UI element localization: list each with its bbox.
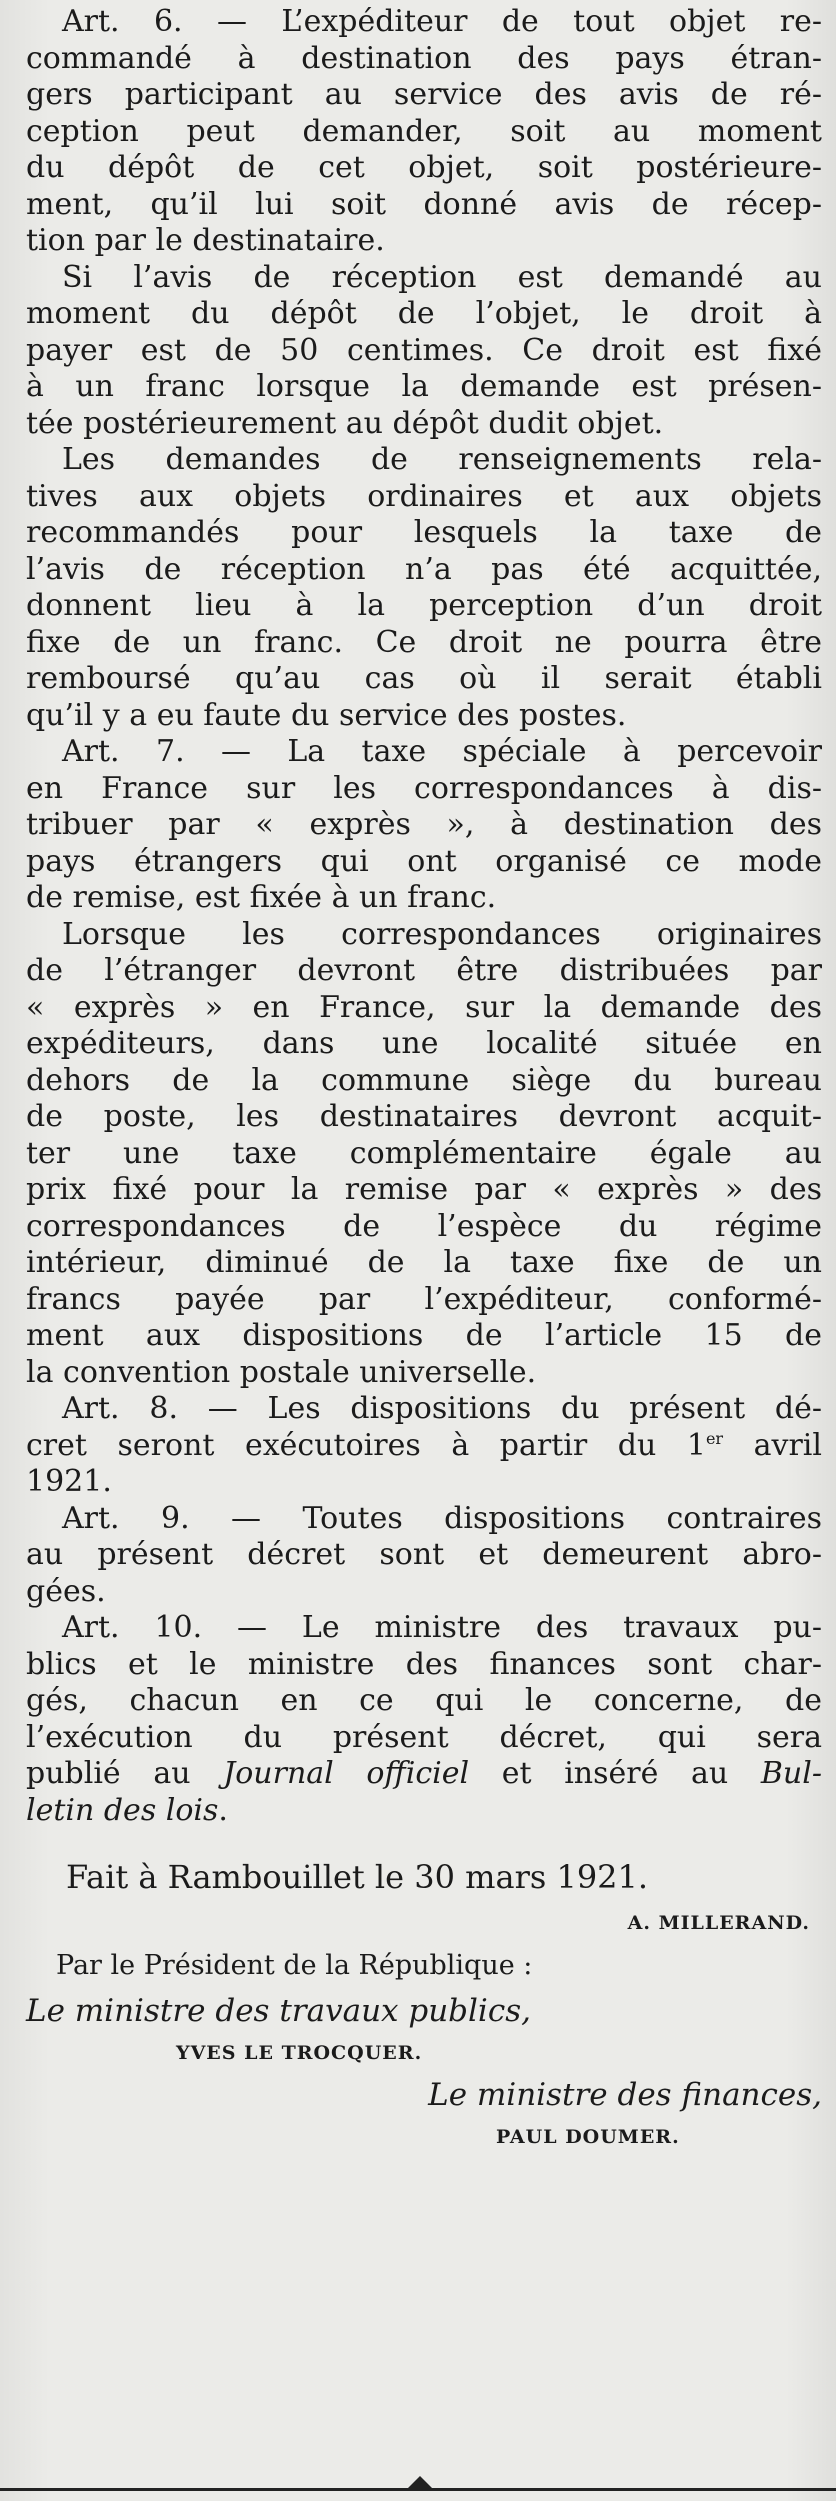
- text-line: l’exécution du présent décret, qui sera: [26, 1719, 822, 1755]
- bottom-rule: [0, 2488, 836, 2491]
- text-line: Lorsque les correspondances originaires: [62, 916, 822, 952]
- signatory-name: A. MILLERAND.: [627, 1912, 810, 1934]
- text-line: ception peut demander, soit au moment: [26, 113, 822, 149]
- par-le-president: Par le Président de la République :: [56, 1950, 533, 1981]
- text-fragment: cret seront exécutoires à partir du 1: [26, 1427, 706, 1463]
- text-line: tives aux objets ordinaires et aux objets: [26, 478, 822, 514]
- closing-block: [26, 1851, 822, 2157]
- text-line: Art. 6. — L’expéditeur de tout objet re-: [62, 4, 822, 39]
- text-fragment: avril: [723, 1427, 822, 1463]
- minister-finances-name: PAUL DOUMER.: [496, 2126, 680, 2148]
- text-line: Art. 10. — Le ministre des travaux pu-: [62, 1610, 822, 1645]
- text-fragment: publié au: [26, 1756, 224, 1791]
- text-line: de poste, les destinataires devront acquit-: [26, 1099, 822, 1134]
- text-line: tée postérieurement au dépôt dudit objet.: [26, 405, 664, 441]
- text-fragment: .: [218, 1792, 228, 1828]
- minister-travaux-name: YVES LE TROCQUER.: [176, 2042, 423, 2064]
- text-line: tribuer par « exprès », à destination des: [26, 807, 822, 842]
- text-line: du dépôt de cet objet, soit postérieure-: [26, 150, 822, 185]
- text-line: Art. 8. — Les dispositions du présent dé-: [62, 1391, 822, 1426]
- article-10: [26, 1610, 822, 1829]
- bulletin-title-start: Bul-: [760, 1756, 822, 1791]
- text-line: Si l’avis de réception est demandé au: [62, 259, 822, 295]
- text-line: [26, 1428, 822, 1465]
- text-line: ment aux dispositions de l’article 15 de: [26, 1318, 822, 1353]
- ornament-mark: [408, 2476, 432, 2488]
- article-9: [26, 1501, 822, 1611]
- journal-title: Journal officiel: [223, 1756, 470, 1791]
- text-line: gés, chacun en ce qui le concerne, de: [26, 1683, 822, 1718]
- article-8: [26, 1391, 822, 1501]
- text-line: francs payée par l’expéditeur, conformé-: [26, 1281, 822, 1317]
- text-line: [26, 1793, 822, 1830]
- article-6: [26, 4, 822, 734]
- text-line: Art. 7. — La taxe spéciale à percevoir: [62, 734, 822, 769]
- spacer: [26, 1829, 822, 1851]
- decree-text-column: [26, 4, 822, 2157]
- text-line: payer est de 50 centimes. Ce droit est fixé: [26, 332, 822, 368]
- text-line: 1921.: [26, 1464, 112, 1499]
- minister-travaux-title: Le ministre des travaux publics,: [26, 1993, 531, 2029]
- text-line: « exprès » en France, sur la demande des: [26, 989, 822, 1025]
- text-line: la convention postale universelle.: [26, 1354, 537, 1390]
- text-line: commandé à destination des pays étran-: [26, 40, 822, 76]
- text-line: ment, qu’il lui soit donné avis de récep-: [26, 186, 822, 222]
- text-fragment: et inséré au: [469, 1756, 761, 1791]
- text-line: dehors de la commune siège du bureau: [26, 1062, 822, 1098]
- bulletin-title-end: letin des lois: [26, 1792, 219, 1828]
- text-line: ter une taxe complémentaire égale au: [26, 1135, 822, 1171]
- text-line: de remise, est fixée à un franc.: [26, 880, 497, 915]
- text-line: intérieur, diminué de la taxe fixe de un: [26, 1245, 822, 1280]
- text-line: en France sur les correspondances à dis-: [26, 770, 822, 806]
- text-line: à un franc lorsque la demande est présen-: [26, 369, 822, 404]
- superscript: er: [705, 1428, 724, 1448]
- minister-finances-title: Le ministre des finances,: [428, 2077, 822, 2113]
- text-line: Art. 9. — Toutes dispositions contraires: [62, 1500, 822, 1536]
- text-line: donnent lieu à la perception d’un droit: [26, 588, 822, 623]
- place-date-line: Fait à Rambouillet le 30 mars 1921.: [66, 1858, 649, 1896]
- text-line: gées.: [26, 1573, 106, 1609]
- text-line: tion par le destinataire.: [26, 223, 385, 258]
- article-7: [26, 734, 822, 1391]
- text-line: correspondances de l’espèce du régime: [26, 1208, 822, 1244]
- text-line: [26, 1756, 822, 1793]
- text-line: gers participant au service des avis de ré-: [26, 77, 822, 112]
- text-line: Les demandes de renseignements rela-: [62, 442, 822, 477]
- text-line: prix fixé pour la remise par « exprès » des: [26, 1172, 822, 1207]
- text-line: au présent décret sont et demeurent abro-: [26, 1537, 822, 1572]
- text-line: expéditeurs, dans une localité située en: [26, 1026, 822, 1061]
- text-line: remboursé qu’au cas où il serait établi: [26, 661, 822, 696]
- text-line: fixe de un franc. Ce droit ne pourra être: [26, 624, 822, 660]
- text-line: recommandés pour lesquels la taxe de: [26, 515, 822, 550]
- text-line: pays étrangers qui ont organisé ce mode: [26, 843, 822, 879]
- text-line: qu’il y a eu faute du service des postes.: [26, 697, 627, 733]
- text-line: blics et le ministre des finances sont char-: [26, 1646, 822, 1682]
- text-line: l’avis de réception n’a pas été acquittée,: [26, 551, 822, 587]
- text-line: moment du dépôt de l’objet, le droit à: [26, 296, 822, 331]
- text-line: de l’étranger devront être distribuées par: [26, 953, 822, 988]
